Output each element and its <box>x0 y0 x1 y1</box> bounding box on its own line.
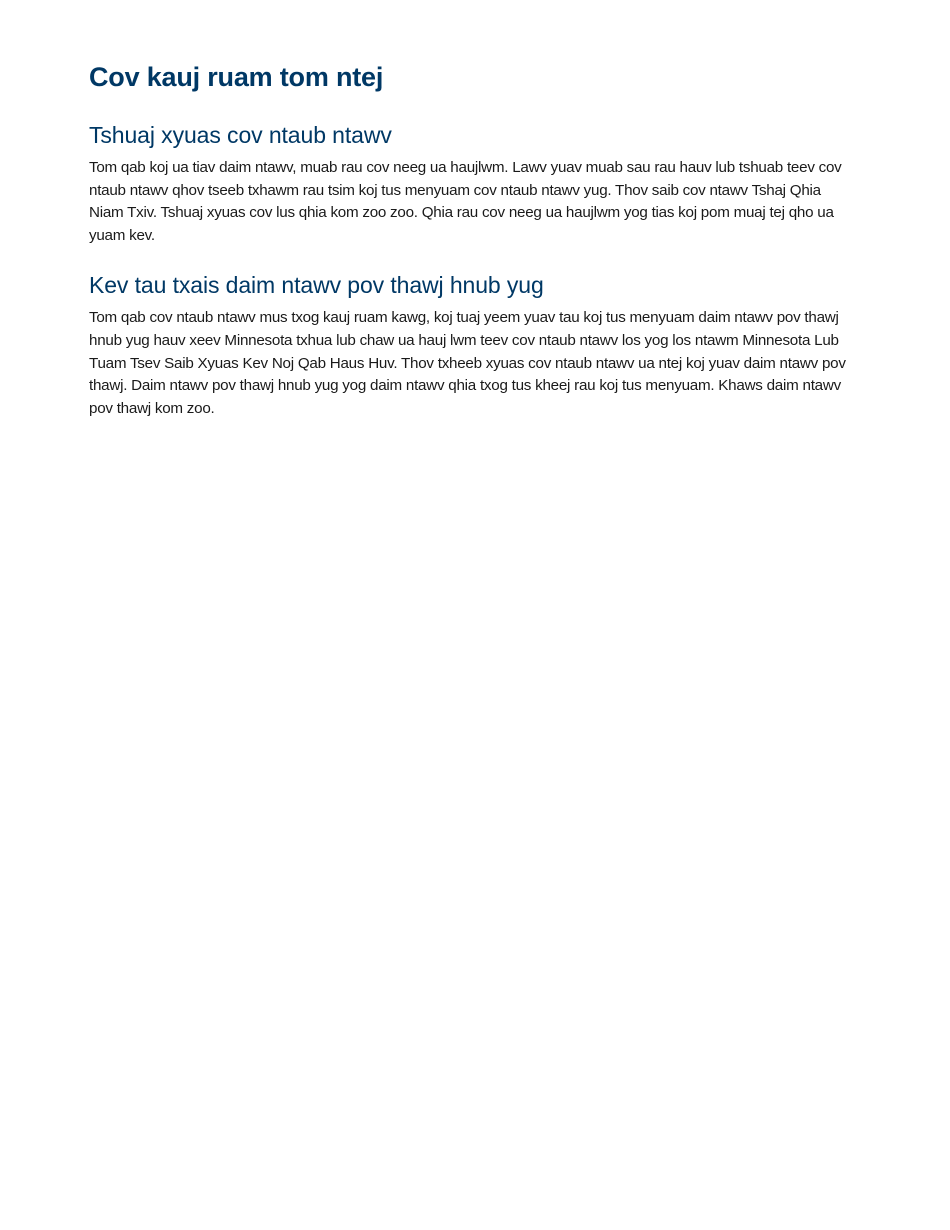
section-heading-review-records: Tshuaj xyuas cov ntaub ntawv <box>89 122 392 148</box>
page-title: Cov kauj ruam tom ntej <box>89 62 384 92</box>
section-birth-certificate <box>89 270 849 420</box>
section-heading-birth-certificate: Kev tau txais daim ntawv pov thawj hnub yug <box>89 272 544 299</box>
document-content <box>89 58 849 420</box>
section-body-birth-certificate: Tom qab cov ntaub ntawv mus txog kauj ruam kawg, koj tuaj yeem yuav tau koj tus menyuam daim ntawv pov thawj hnub yug hauv xeev Minnesota txhua lub chaw ua hauj lwm teev cov ntaub ntawv los yog los ntawm Minnesota Lub Tuam Tsev Saib Xyuas Kev Noj Qab Haus Huv. Thov txheeb xyuas cov ntaub ntawv ua ntej koj yuav daim ntawv pov thawj. Daim ntawv pov thawj hnub yug yog daim ntawv qhia txog tus kheej rau koj tus menyuam. Khaws daim ntawv pov thawj kom zoo. <box>89 309 846 417</box>
section-body-review-records: Tom qab koj ua tiav daim ntawv, muab rau cov neeg ua haujlwm. Lawv yuav muab sau rau hauv lub tshuab teev cov ntaub ntawv qhov tseeb txhawm rau tsim koj tus menyuam cov ntaub ntawv yug. Thov saib cov ntawv Tshaj Qhia Niam Txiv. Tshuaj xyuas cov lus qhia kom zoo zoo. Qhia rau cov neeg ua haujlwm yog tias koj pom muaj tej qho ua yuam kev. <box>89 159 842 244</box>
section-review-records <box>89 120 849 247</box>
